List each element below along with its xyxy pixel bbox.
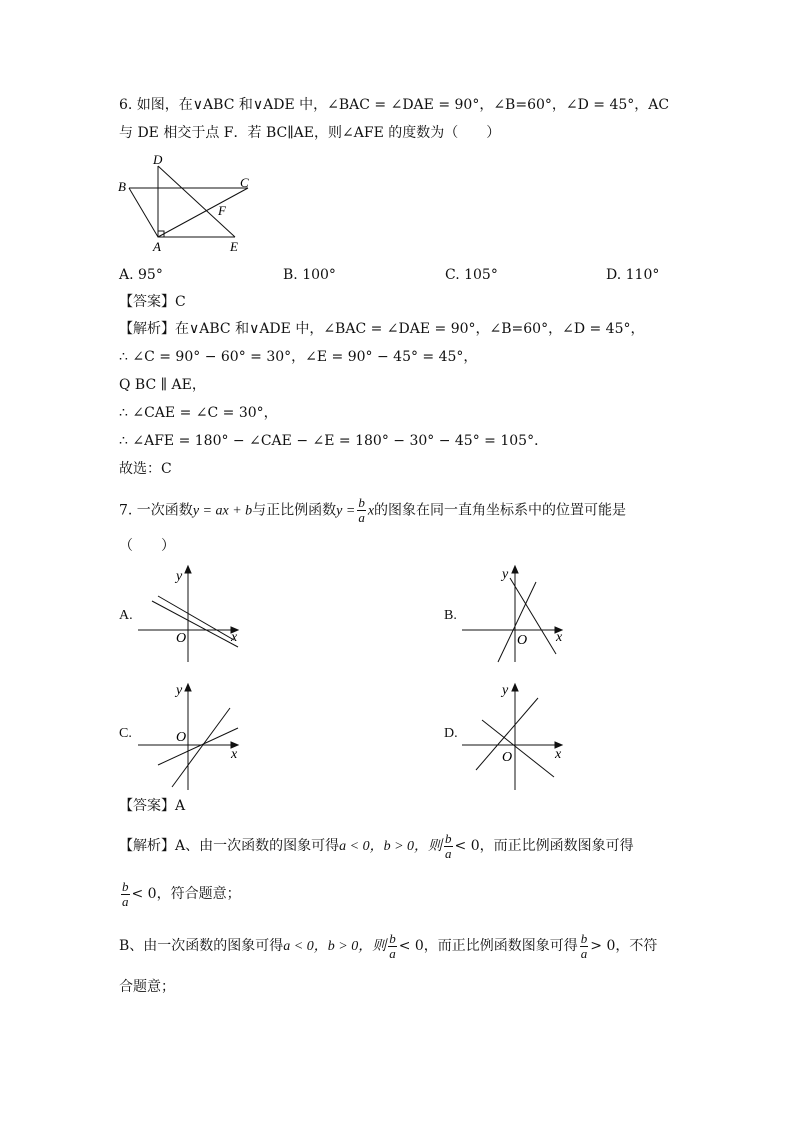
q7-stem-text-b: 与正比例函数 (252, 502, 337, 519)
q6-stem-line1: 6. 如图，在∨ABC 和∨ADE 中，∠BAC = ∠DAE = 90°，∠B=60°，∠D = 45°，AC (119, 97, 670, 113)
analysis-b-text-1: B、由一次函数的图象可得 (119, 938, 284, 954)
line-proportional (158, 596, 234, 640)
q6-analysis-line5: ∴ ∠AFE = 180° − ∠CAE − ∠E = 180° − 30° − 45° = 105°． (119, 433, 549, 449)
fraction-numerator: b (445, 830, 452, 846)
y-arrow (512, 684, 518, 691)
q6-analysis-line2: ∴ ∠C = 90° − 60° = 30°，∠E = 90° − 45° = 45°， (119, 349, 478, 365)
axis-x-label: x (231, 630, 238, 645)
fraction-numerator: b (389, 930, 396, 946)
q7-graph-d-label: D. (444, 726, 458, 741)
analysis-a-text-1: 【解析】A、由一次函数的图象可得 (119, 838, 340, 854)
analysis-b-fraction-2 (580, 932, 589, 961)
axis-y-label: y (502, 683, 509, 698)
fraction-denominator: a (358, 510, 365, 525)
fraction-denominator: a (122, 893, 129, 909)
q7-stem-text-c: 的图象在同一直角坐标系中的位置可能是 (374, 502, 627, 519)
label-f: F (218, 203, 226, 218)
y-arrow (512, 566, 518, 573)
analysis-b-text-2: < 0，而正比例函数图象可得 (398, 938, 578, 954)
q7-linear-expr: y = ax + b (192, 503, 253, 519)
y-arrow (185, 684, 191, 691)
analysis-b-fraction (388, 932, 397, 961)
q6-option-b: B. 100° (283, 267, 336, 283)
analysis-b-text-3: > 0，不符 (590, 938, 658, 954)
q7-graph-c (138, 680, 248, 792)
q7-graph-d (462, 680, 572, 792)
q6-triangle-figure (115, 150, 275, 260)
segment-ba (129, 188, 158, 237)
axis-x-label: x (556, 630, 563, 645)
fraction-numerator: b (580, 930, 588, 946)
axis-y-label: y (502, 567, 509, 582)
axis-x-label: x (231, 747, 238, 762)
q6-analysis-line6: 故选：C (119, 461, 172, 477)
fraction-denominator: a (580, 945, 588, 961)
line-proportional (498, 582, 536, 662)
y-arrow (185, 566, 191, 573)
analysis-a-condition: a < 0，b > 0，则 (339, 839, 443, 854)
q7-stem-fraction (357, 496, 366, 525)
q6-option-a: A. 95° (119, 267, 163, 283)
line-proportional (482, 720, 554, 777)
q7-prop-y: y = (336, 503, 356, 519)
fraction-denominator: a (389, 945, 396, 961)
analysis-a-fraction-2 (121, 880, 130, 909)
origin-label: O (176, 730, 187, 745)
label-c: C (240, 175, 249, 190)
fraction-denominator: a (445, 845, 452, 861)
q7-stem-text-a: 7. 一次函数 (119, 502, 193, 519)
q7-graph-b-label: B. (444, 608, 457, 623)
q7-prop-x: x (367, 503, 375, 519)
q7-answer: 【答案】A (119, 798, 186, 814)
q6-answer: 【答案】C (119, 294, 186, 310)
q7-stem-line2: （ ） (119, 538, 175, 554)
fraction-numerator: b (358, 495, 365, 510)
analysis-a-text-2: < 0，而正比例函数图象可得 (454, 838, 634, 854)
q7-graph-b (462, 562, 572, 672)
segment-ac (158, 188, 248, 237)
q7-stem-line1 (119, 496, 626, 526)
q7-analysis-a-line1 (119, 830, 634, 863)
line-linear (172, 708, 230, 787)
axis-y-label: y (176, 569, 183, 584)
fraction-numerator: b (122, 878, 129, 894)
q6-analysis-line3: Q BC ∥ AE， (119, 377, 206, 393)
label-a: A (153, 239, 161, 254)
analysis-a-text-3: < 0，符合题意； (131, 886, 241, 902)
axis-y-label: y (176, 683, 183, 698)
analysis-a-fraction (444, 832, 453, 861)
q6-analysis-line1: 【解析】在∨ABC 和∨ADE 中，∠BAC = ∠DAE = 90°，∠B=60°，∠D = 45°， (119, 321, 645, 337)
origin-label: O (176, 631, 187, 646)
q7-graph-a-label: A. (119, 608, 133, 623)
q6-stem-line2: 与 DE 相交于点 F．若 BC∥AE，则∠AFE 的度数为（ ） (119, 125, 501, 141)
origin-label: O (517, 633, 528, 648)
label-b: B (118, 179, 126, 194)
q6-analysis-line4: ∴ ∠CAE = ∠C = 30°， (119, 405, 278, 421)
q7-graph-a (138, 562, 248, 662)
line-proportional (158, 728, 238, 765)
origin-label: O (502, 750, 513, 765)
q6-option-c: C. 105° (445, 267, 498, 283)
label-d: D (153, 152, 163, 167)
q7-analysis-a-line2 (119, 878, 241, 910)
line-linear (152, 601, 238, 647)
label-e: E (230, 239, 238, 254)
q7-analysis-b-line2: 合题意； (119, 979, 175, 995)
analysis-b-condition: a < 0，b > 0，则 (283, 939, 387, 954)
q7-analysis-b-line1 (119, 930, 657, 963)
q7-graph-c-label: C. (119, 726, 132, 741)
axis-x-label: x (555, 747, 562, 762)
q6-option-d: D. 110° (606, 267, 660, 283)
